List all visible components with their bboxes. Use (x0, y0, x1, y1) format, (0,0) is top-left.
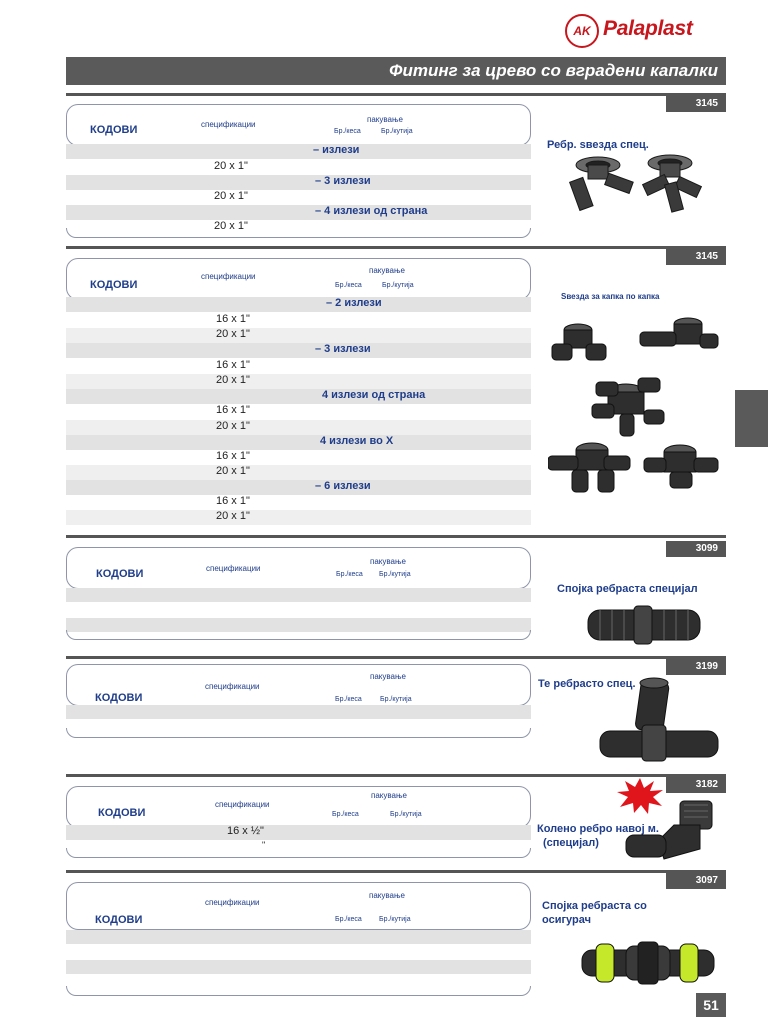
table-row: 16 x 1" (66, 404, 531, 419)
spec-header: спецификации (205, 682, 260, 691)
table-row (66, 602, 531, 618)
product-name: Ѕвезда за капка по капка (561, 292, 660, 301)
packing-header: пакување (370, 557, 406, 566)
section-divider (66, 535, 726, 538)
table-row: 16 x 1" (66, 495, 531, 510)
product-code-badge: 3099 (666, 541, 726, 557)
per-bag-header: Бр./кеса (332, 811, 359, 818)
table-row: 20 x 1" (66, 465, 531, 480)
packing-header: пакување (369, 891, 405, 900)
codes-header: КОДОВИ (90, 124, 138, 136)
table-row: – 2 излези (66, 297, 531, 312)
codes-header: КОДОВИ (98, 807, 146, 819)
brand-logo (565, 14, 730, 48)
table-row: – 3 излези (66, 175, 531, 190)
locking-coupling-image (580, 938, 716, 986)
product-code-badge: 3199 (666, 659, 726, 675)
table-header (66, 882, 531, 930)
table-header (66, 104, 531, 146)
table-row: 20 x 1" (66, 160, 531, 175)
codes-header: КОДОВИ (95, 914, 143, 926)
product-name-line: Спојка ребраста со (542, 900, 647, 912)
page-title-bar (66, 57, 726, 85)
table-header (66, 547, 531, 589)
per-bag-header: Бр./кеса (336, 571, 363, 578)
table-footer (66, 630, 531, 640)
table-row: 16 x 1" (66, 313, 531, 328)
packing-header: пакување (369, 266, 405, 275)
table-row: 20 x 1" (66, 220, 531, 235)
page-title: Фитинг за црево со вградени капалки (389, 61, 718, 80)
product-code-badge: 3097 (666, 873, 726, 889)
per-box-header: Бр./кутија (380, 696, 412, 703)
per-bag-header: Бр./кеса (335, 696, 362, 703)
brand-name: Palaplast (603, 17, 693, 40)
spec-header: спецификации (215, 800, 270, 809)
section-divider (66, 93, 726, 96)
table-row: 20 x 1" (66, 420, 531, 435)
table-row (66, 960, 531, 974)
table-row: 20 x 1" (66, 374, 531, 389)
packing-header: пакување (367, 115, 403, 124)
table-row (66, 705, 531, 719)
product-code-badge: 3145 (666, 249, 726, 265)
per-box-header: Бр./кутија (379, 571, 411, 578)
section-divider (66, 774, 726, 777)
spec-header: спецификации (205, 898, 260, 907)
packing-header: пакување (371, 791, 407, 800)
per-box-header: Бр./кутија (381, 128, 413, 135)
star-fitting-image (568, 153, 718, 215)
per-box-header: Бр./кутија (390, 811, 422, 818)
tee-fitting-image (598, 677, 720, 767)
table-row: 4 излези од страна (66, 389, 531, 404)
table-header (66, 664, 531, 706)
product-name: Ребр. ѕвезда спец. (547, 139, 649, 151)
coupling-image (584, 604, 704, 646)
table-row: 20 x 1" (66, 328, 531, 343)
codes-header: КОДОВИ (95, 692, 143, 704)
per-box-header: Бр./кутија (379, 916, 411, 923)
table-header (66, 786, 531, 828)
table-row: – 6 излези (66, 480, 531, 495)
spec-header: спецификации (206, 564, 261, 573)
product-name: Спојка ребраста специјал (557, 583, 698, 595)
product-name: Те ребрасто спец. (538, 678, 636, 690)
table-footer (66, 986, 531, 996)
spec-header: спецификации (201, 272, 256, 281)
table-row (66, 930, 531, 944)
table-row: – излези (66, 144, 531, 159)
spec-header: спецификации (201, 120, 256, 129)
table-footer (66, 728, 531, 738)
table-footer (66, 228, 531, 238)
codes-header: КОДОВИ (96, 568, 144, 580)
table-row: 16 x ½" (66, 825, 531, 840)
product-name-line: осигурач (542, 914, 591, 926)
section-divider (66, 656, 726, 659)
elbow-fitting-image (624, 797, 716, 867)
per-box-header: Бр./кутија (382, 282, 414, 289)
packing-header: пакување (370, 672, 406, 681)
table-footer (66, 848, 531, 858)
table-row: – 4 излези од страна (66, 205, 531, 220)
table-row: 20 x 1" (66, 190, 531, 205)
table-row (66, 944, 531, 960)
product-code-badge: 3182 (666, 777, 726, 793)
per-bag-header: Бр./кеса (335, 916, 362, 923)
logo-mark-icon: AK (565, 14, 599, 48)
section-divider (66, 870, 726, 873)
product-code-badge: 3145 (666, 96, 726, 112)
table-row: " (66, 840, 531, 855)
section-divider (66, 246, 726, 249)
table-header (66, 258, 531, 300)
product-name (542, 899, 647, 927)
table-row: 4 излези во X (66, 435, 531, 450)
drip-star-image (548, 310, 723, 505)
codes-header: КОДОВИ (90, 279, 138, 291)
product-name-line: (специјал) (543, 837, 599, 849)
chapter-tab (735, 390, 768, 447)
per-bag-header: Бр./кеса (335, 282, 362, 289)
table-row: 16 x 1" (66, 450, 531, 465)
table-row: 16 x 1" (66, 359, 531, 374)
per-bag-header: Бр./кеса (334, 128, 361, 135)
product-name-line: Колено ребро навој м. (537, 823, 659, 835)
table-row: 20 x 1" (66, 510, 531, 525)
page-number: 51 (696, 993, 726, 1017)
table-row (66, 588, 531, 602)
table-row: – 3 излези (66, 343, 531, 358)
